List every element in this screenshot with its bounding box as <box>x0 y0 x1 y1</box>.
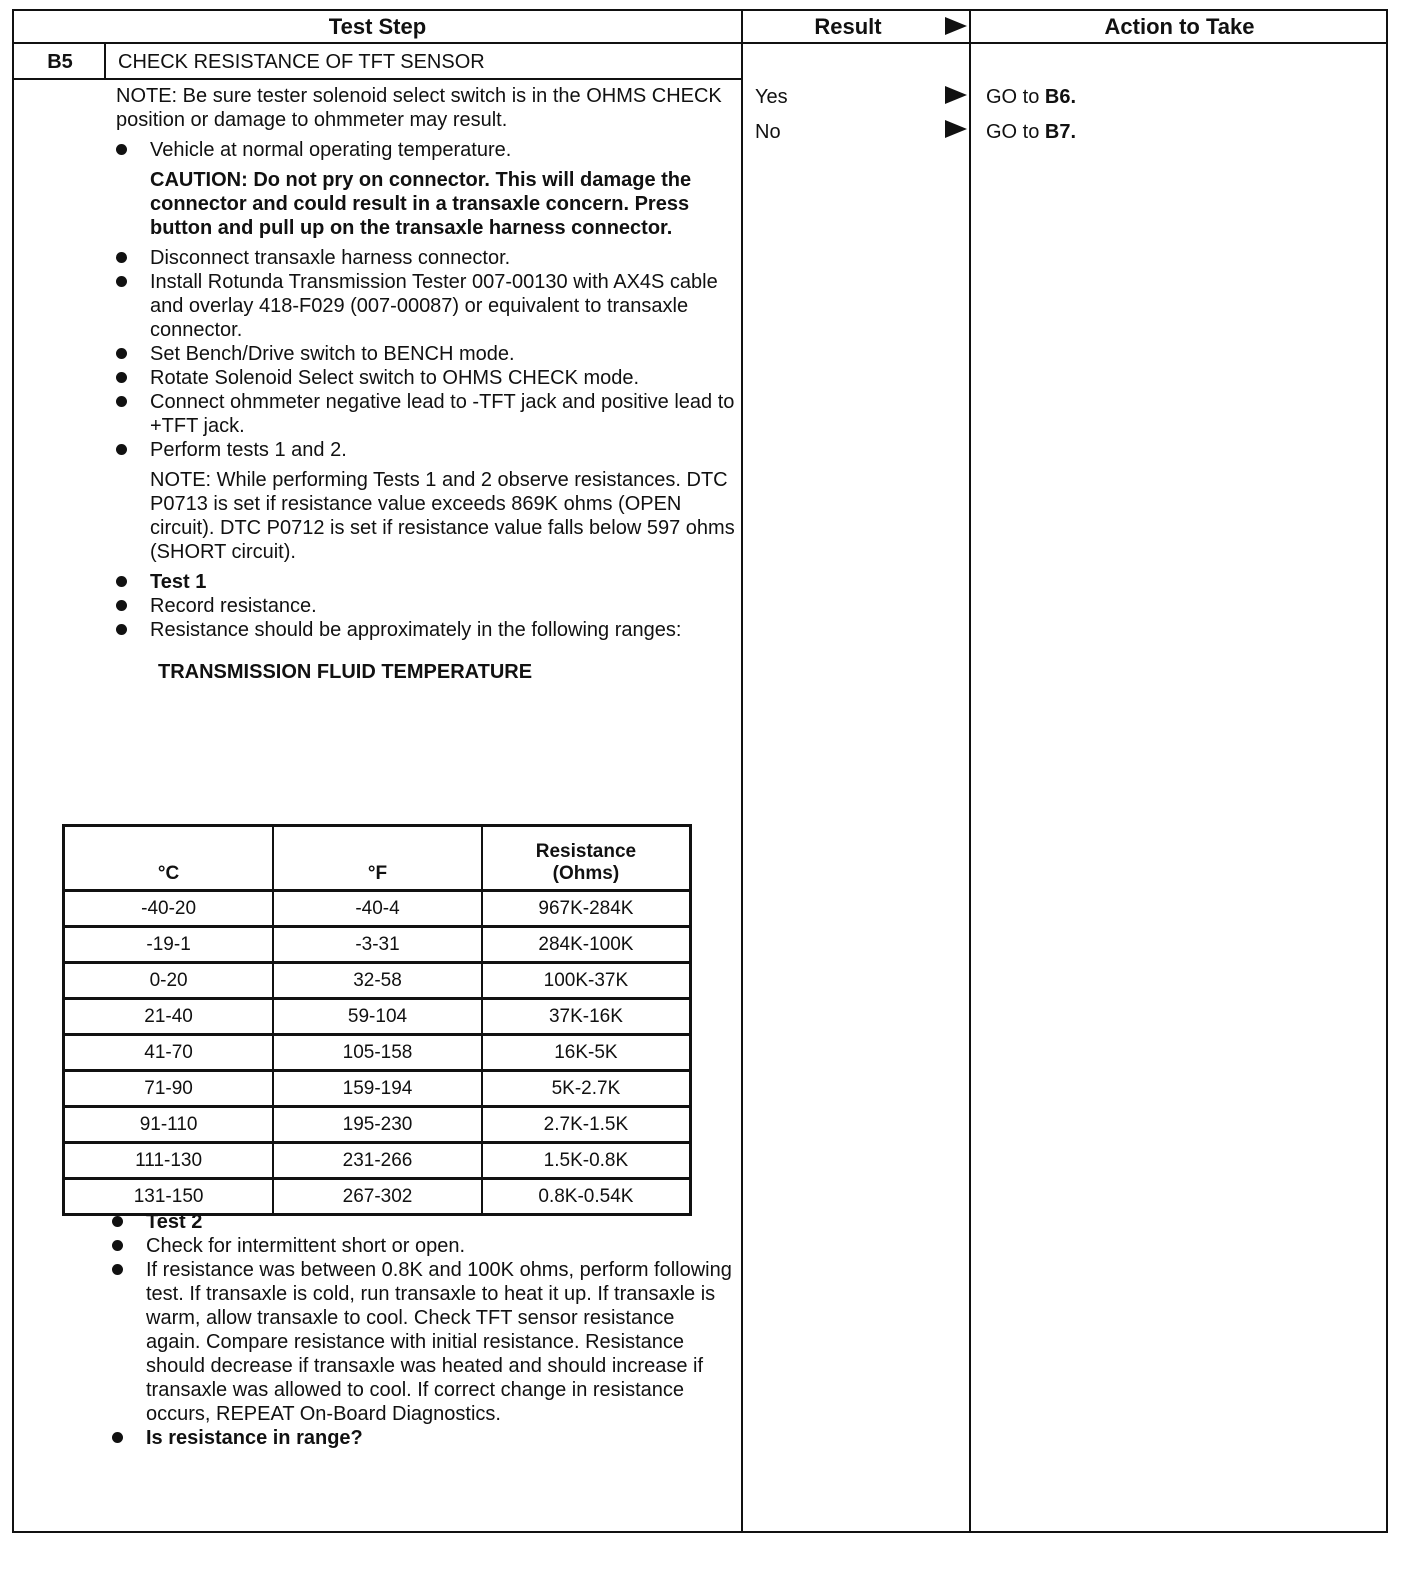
cell-resistance: 967K-284K <box>482 891 691 927</box>
header-test-step: Test Step <box>328 14 427 39</box>
tft-table-title: TRANSMISSION FLUID TEMPERATURE <box>158 661 533 683</box>
cell-celsius: -40-20 <box>64 891 274 927</box>
bullet-question <box>112 1426 732 1450</box>
bullet-item <box>116 270 736 342</box>
cell-fahrenheit: 32-58 <box>273 963 482 999</box>
bullet-icon <box>116 144 127 155</box>
cell-fahrenheit: 59-104 <box>273 999 482 1035</box>
table-row <box>64 1143 691 1179</box>
column-divider-result <box>741 9 743 1533</box>
cell-celsius: 111-130 <box>64 1143 274 1179</box>
tft-resistance-table <box>62 824 692 1216</box>
cell-resistance: 5K-2.7K <box>482 1071 691 1107</box>
bullet-icon <box>116 276 127 287</box>
cell-fahrenheit: -40-4 <box>273 891 482 927</box>
cell-celsius: 131-150 <box>64 1179 274 1215</box>
bullet-item <box>116 618 736 642</box>
bullet-text: Rotate Solenoid Select switch to OHMS CHECK mode. <box>150 367 640 389</box>
bullet-icon <box>116 348 127 359</box>
action-yes-target: B6. <box>1044 86 1077 108</box>
cell-resistance: 37K-16K <box>482 999 691 1035</box>
step-id: B5 <box>47 51 73 73</box>
column-header-celsius: °C <box>64 826 274 891</box>
cell-fahrenheit: 195-230 <box>273 1107 482 1143</box>
cell-celsius: 41-70 <box>64 1035 274 1071</box>
action-yes <box>986 86 1076 109</box>
header-result: Result <box>814 14 882 39</box>
bullet-text: Perform tests 1 and 2. <box>150 439 347 461</box>
action-yes-prefix: GO to <box>986 86 1045 108</box>
bullet-text: Install Rotunda Transmission Tester 007-00130 with AX4S cable and overlay 418-F029 (007-00087) or equivalent to transaxle connector. <box>150 271 718 341</box>
bullet-text: Connect ohmmeter negative lead to -TFT jack and positive lead to +TFT jack. <box>150 391 735 437</box>
bullet-item <box>112 1234 732 1258</box>
bullet-item <box>116 438 736 462</box>
bullet-item <box>116 246 736 270</box>
cell-celsius: -19-1 <box>64 927 274 963</box>
bullet-icon <box>112 1240 123 1251</box>
bullet-text: Set Bench/Drive switch to BENCH mode. <box>150 343 515 365</box>
bullet-text: Is resistance in range? <box>146 1427 363 1449</box>
column-header-fahrenheit: °F <box>273 826 482 891</box>
bullet-icon <box>112 1216 123 1227</box>
action-no <box>986 121 1076 144</box>
bullet-icon <box>116 372 127 383</box>
bullet-text: Test 1 <box>150 571 207 593</box>
bullet-item <box>116 366 736 390</box>
bullet-icon <box>112 1432 123 1443</box>
bullet-icon <box>116 252 127 263</box>
header-divider <box>12 42 1388 44</box>
cell-resistance: 2.7K-1.5K <box>482 1107 691 1143</box>
bullet-text: If resistance was between 0.8K and 100K ohms, perform following test. If transaxle is cold, run transaxle to heat it up. If transaxle is warm, allow transaxle to cool. Check TFT sensor resistance again. Compare resistance with initial resistance. Resistance should decrease if transaxle was heated and should increase if transaxle was allowed to cool. If correct change in resistance occurs, REPEAT On-Board Diagnostics. <box>146 1259 732 1425</box>
step-title-divider <box>12 78 742 80</box>
cell-resistance: 0.8K-0.54K <box>482 1179 691 1215</box>
table-row <box>64 963 691 999</box>
cell-fahrenheit: -3-31 <box>273 927 482 963</box>
cell-celsius: 0-20 <box>64 963 274 999</box>
cell-fahrenheit: 105-158 <box>273 1035 482 1071</box>
bullet-test1 <box>116 570 736 594</box>
bullet-icon <box>116 624 127 635</box>
column-divider-action <box>969 9 971 1533</box>
header-arrow-icon <box>945 17 967 35</box>
note-dtc: NOTE: While performing Tests 1 and 2 observe resistances. DTC P0713 is set if resistance value exceeds 869K ohms (OPEN circuit). DTC P0712 is set if resistance value falls below 597 ohms (SHORT circuit). <box>150 469 735 563</box>
column-header-resistance: Resistance (Ohms) <box>482 826 691 891</box>
table-row <box>64 891 691 927</box>
bullet-item <box>116 594 736 618</box>
header-action: Action to Take <box>1104 14 1255 39</box>
cell-celsius: 71-90 <box>64 1071 274 1107</box>
bullet-item <box>116 390 736 438</box>
bullet-item <box>116 342 736 366</box>
arrow-yes-icon <box>945 86 967 104</box>
caution-note: CAUTION: Do not pry on connector. This will damage the connector and could result in a transaxle concern. Press button and pull up on the transaxle harness connector. <box>150 169 692 239</box>
bullet-vehicle <box>116 138 736 162</box>
cell-celsius: 91-110 <box>64 1107 274 1143</box>
bullet-text: Test 2 <box>146 1211 203 1233</box>
test-step-content <box>116 84 736 694</box>
cell-resistance: 100K-37K <box>482 963 691 999</box>
action-no-target: B7. <box>1044 121 1077 143</box>
cell-celsius: 21-40 <box>64 999 274 1035</box>
bullet-test2 <box>112 1210 732 1234</box>
table-row <box>64 999 691 1035</box>
bullet-text: Resistance should be approximately in the following ranges: <box>150 619 682 641</box>
note-ohms-check: NOTE: Be sure tester solenoid select switch is in the OHMS CHECK position or damage to ohmmeter may result. <box>116 85 722 131</box>
arrow-no-icon <box>945 120 967 138</box>
bullet-text: Record resistance. <box>150 595 317 617</box>
table-header-row <box>64 826 691 891</box>
cell-fahrenheit: 267-302 <box>273 1179 482 1215</box>
table-row <box>64 1071 691 1107</box>
bullet-icon <box>116 576 127 587</box>
cell-fahrenheit: 231-266 <box>273 1143 482 1179</box>
table-row <box>64 1035 691 1071</box>
bullet-text: Disconnect transaxle harness connector. <box>150 247 511 269</box>
table-row <box>64 1107 691 1143</box>
bullet-item <box>112 1258 732 1426</box>
bullet-text: Check for intermittent short or open. <box>146 1235 466 1257</box>
bullet-icon <box>112 1264 123 1275</box>
bullet-icon <box>116 444 127 455</box>
table-row <box>64 927 691 963</box>
bullet-icon <box>116 396 127 407</box>
result-yes: Yes <box>755 86 788 108</box>
bullet-icon <box>116 600 127 611</box>
cell-resistance: 284K-100K <box>482 927 691 963</box>
cell-resistance: 16K-5K <box>482 1035 691 1071</box>
result-no: No <box>755 121 781 143</box>
bullet-text: Vehicle at normal operating temperature. <box>150 139 512 161</box>
step-title: CHECK RESISTANCE OF TFT SENSOR <box>118 51 485 73</box>
test-step-content-2 <box>112 1210 732 1450</box>
action-no-prefix: GO to <box>986 121 1045 143</box>
cell-resistance: 1.5K-0.8K <box>482 1143 691 1179</box>
cell-fahrenheit: 159-194 <box>273 1071 482 1107</box>
